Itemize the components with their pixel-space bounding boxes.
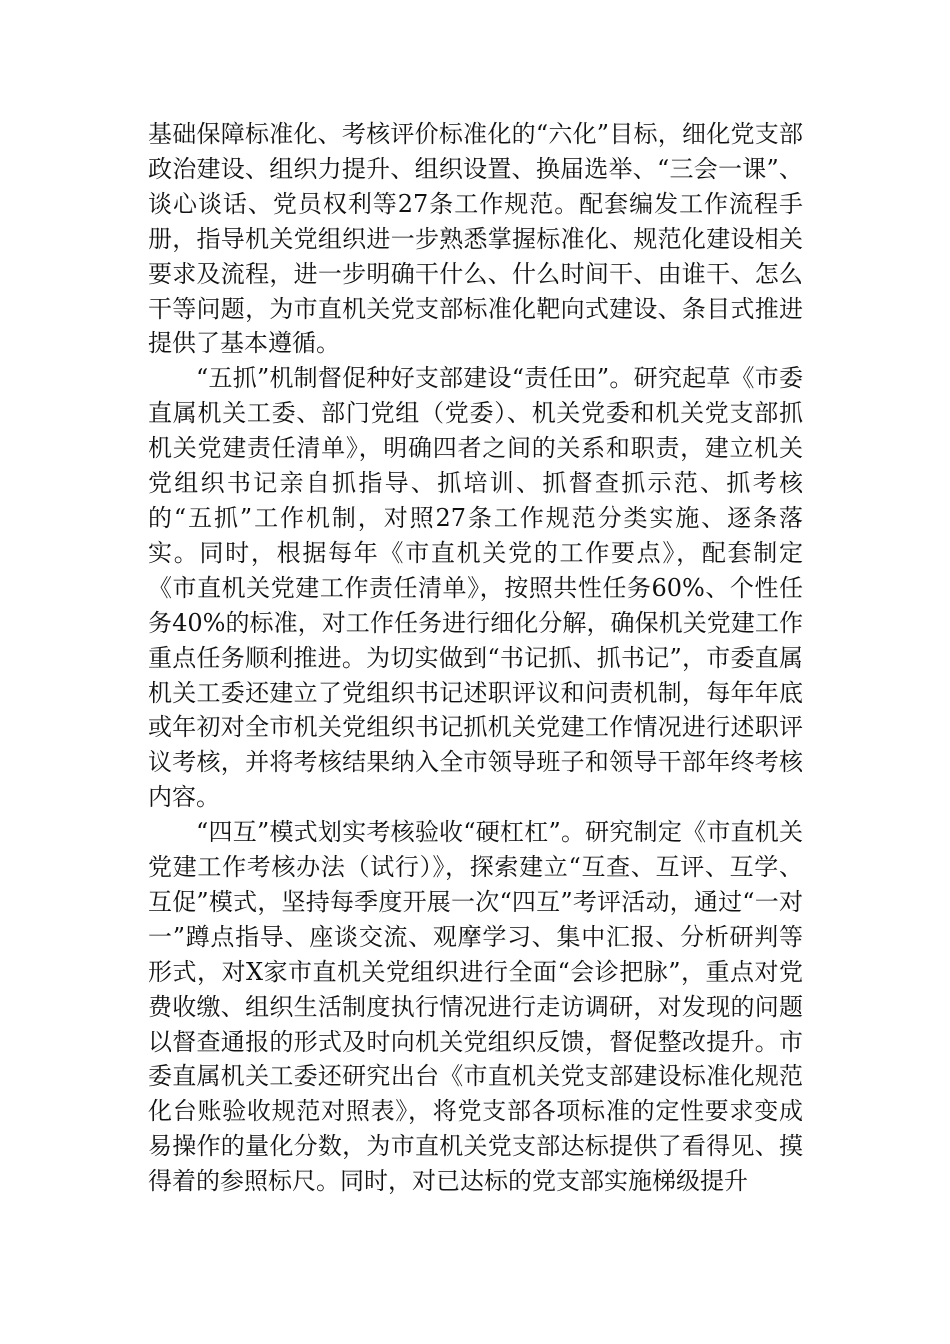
document-body [148, 117, 803, 1199]
paragraph-five-grasps: “五抓”机制督促种好支部建设“责任田”。研究起草《市委直属机关工委、部门党组（党委）、机关党委和机关党支部抓机关党建责任清单》，明确四者之间的关系和职责，建立机关党组织书记亲自抓指导、抓培训、抓督查抓示范、抓考核的“五抓”工作机制，对照27条工作规范分类实施、逐条落实。同时，根据每年《市直机关党的工作要点》，配套制定《市直机关党建工作责任清单》，按照共性任务60%、个性任务40%的标准，对工作任务进行细化分解，确保机关党建工作重点任务顺利推进。为切实做到“书记抓、抓书记”，市委直属机关工委还建立了党组织书记述职评议和问责机制，每年年底或年初对全市机关党组织书记抓机关党建工作情况进行述职评议考核，并将考核结果纳入全市领导班子和领导干部年终考核内容。 [148, 364, 803, 812]
paragraph-continued: 基础保障标准化、考核评价标准化的“六化”目标，细化党支部政治建设、组织力提升、组织设置、换届选举、“三会一课”、谈心谈话、党员权利等27条工作规范。配套编发工作流程手册，指导机关党组织进一步熟悉掌握标准化、规范化建设相关要求及流程，进一步明确干什么、什么时间干、由谁干、怎么干等问题，为市直机关党支部标准化靶向式建设、条目式推进提供了基本遵循。 [148, 120, 803, 358]
paragraph-four-mutual: “四互”模式划实考核验收“硬杠杠”。研究制定《市直机关党建工作考核办法（试行）》，探索建立“互查、互评、互学、互促”模式，坚持每季度开展一次“四互”考评活动，通过“一对一”蹲点指导、座谈交流、观摩学习、集中汇报、分析研判等形式，对X家市直机关党组织进行全面“会诊把脉”，重点对党费收缴、组织生活制度执行情况进行走访调研，对发现的问题以督查通报的形式及时向机关党组织反馈，督促整改提升。市委直属机关工委还研究出台《市直机关党支部建设标准化规范化台账验收规范对照表》，将党支部各项标准的定性要求变成易操作的量化分数，为市直机关党支部达标提供了看得见、摸得着的参照标尺。同时，对已达标的党支部实施梯级提升 [148, 818, 803, 1196]
